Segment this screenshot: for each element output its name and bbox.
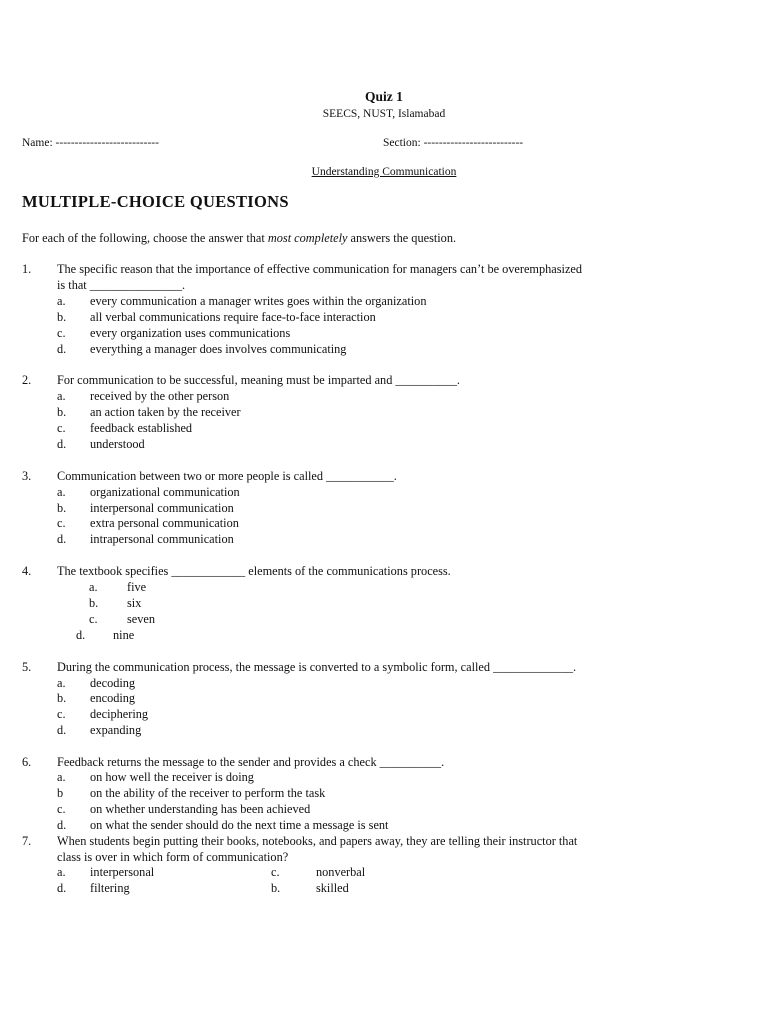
option-text: expanding (90, 723, 142, 737)
option-text: extra personal communication (90, 516, 239, 530)
option-text: organizational communication (90, 485, 240, 499)
option-text: decoding (90, 676, 136, 690)
option-text: nine (113, 628, 135, 642)
question-text: For communication to be successful, meaning must be imparted and __________. (57, 373, 460, 387)
question-text: Communication between two or more people is called ___________. (57, 469, 397, 483)
option-letter: c. (57, 802, 66, 816)
option-letter: c. (57, 421, 66, 435)
question-number: 5. (22, 660, 32, 674)
option-letter: d. (76, 628, 86, 642)
question-text: During the communication process, the message is converted to a symbolic form, called _____________. (57, 660, 577, 674)
question-number: 4. (22, 564, 32, 578)
option-text: on the ability of the receiver to perform the task (90, 786, 326, 800)
question-number: 1. (22, 262, 32, 276)
option-text: seven (127, 612, 155, 626)
option-letter: b. (271, 881, 281, 895)
option-letter: a. (57, 865, 66, 879)
option-text: six (127, 596, 142, 610)
question-number: 6. (22, 755, 32, 769)
option-letter: a. (57, 294, 66, 308)
option-text: filtering (90, 881, 130, 895)
topic-title: Understanding Communication (311, 166, 457, 178)
option-letter: c. (57, 326, 66, 340)
section-field-label: Section: -------------------------- (383, 137, 524, 149)
option-text: interpersonal (90, 865, 155, 879)
option-letter: d. (57, 342, 67, 356)
option-text: interpersonal communication (90, 501, 234, 515)
question-text: class is over in which form of communication? (57, 850, 289, 864)
option-text: feedback established (90, 421, 193, 435)
option-text: deciphering (90, 707, 149, 721)
institution: SEECS, NUST, Islamabad (322, 108, 446, 120)
option-text: skilled (316, 881, 349, 895)
option-letter: a. (57, 485, 66, 499)
option-letter: b (57, 786, 64, 800)
option-text: intrapersonal communication (90, 532, 234, 546)
option-text: everything a manager does involves communicating (90, 342, 347, 356)
question-text: is that _______________. (57, 278, 186, 292)
option-letter: d. (57, 437, 67, 451)
option-text: five (127, 580, 147, 594)
option-letter: d. (57, 818, 67, 832)
option-text: every organization uses communications (90, 326, 291, 340)
question-number: 7. (22, 834, 32, 848)
instructions-text: For each of the following, choose the answer that (22, 231, 268, 245)
option-letter: d. (57, 723, 67, 737)
instructions (22, 230, 456, 246)
instructions-text-end: answers the question. (347, 231, 457, 245)
option-text: encoding (90, 691, 136, 705)
option-letter: b. (57, 310, 67, 324)
option-letter: a. (57, 389, 66, 403)
option-letter: c. (57, 516, 66, 530)
option-letter: a. (57, 676, 66, 690)
question-number: 3. (22, 469, 32, 483)
name-field-label: Name: --------------------------- (22, 137, 159, 149)
option-text: all verbal communications require face-to-face interaction (90, 310, 376, 324)
question-text: The textbook specifies ____________ elements of the communications process. (57, 564, 451, 578)
option-letter: d. (57, 532, 67, 546)
question-text: The specific reason that the importance of effective communication for managers can’t be overemphasized (57, 262, 583, 276)
option-letter: b. (89, 596, 99, 610)
question-text: Feedback returns the message to the sender and provides a check __________. (57, 755, 445, 769)
option-text: an action taken by the receiver (90, 405, 241, 419)
option-letter: d. (57, 881, 67, 895)
instructions-emphasis: most completely (267, 231, 348, 245)
option-text: received by the other person (90, 389, 230, 403)
option-text: on whether understanding has been achieved (90, 802, 311, 816)
option-text: nonverbal (316, 865, 366, 879)
question-text: When students begin putting their books, notebooks, and papers away, they are telling their instructor that (57, 834, 578, 848)
option-letter: b. (57, 501, 67, 515)
option-text: every communication a manager writes goes within the organization (90, 294, 427, 308)
option-text: on how well the receiver is doing (90, 770, 254, 784)
option-letter: b. (57, 691, 67, 705)
section-heading: MULTIPLE-CHOICE QUESTIONS (22, 192, 289, 211)
option-letter: a. (57, 770, 66, 784)
option-text: on what the sender should do the next time a message is sent (90, 818, 389, 832)
option-letter: c. (271, 865, 280, 879)
question-number: 2. (22, 373, 32, 387)
option-text: understood (90, 437, 145, 451)
option-letter: b. (57, 405, 67, 419)
option-letter: a. (89, 580, 98, 594)
option-letter: c. (57, 707, 66, 721)
option-letter: c. (89, 612, 98, 626)
quiz-title: Quiz 1 (365, 89, 403, 104)
